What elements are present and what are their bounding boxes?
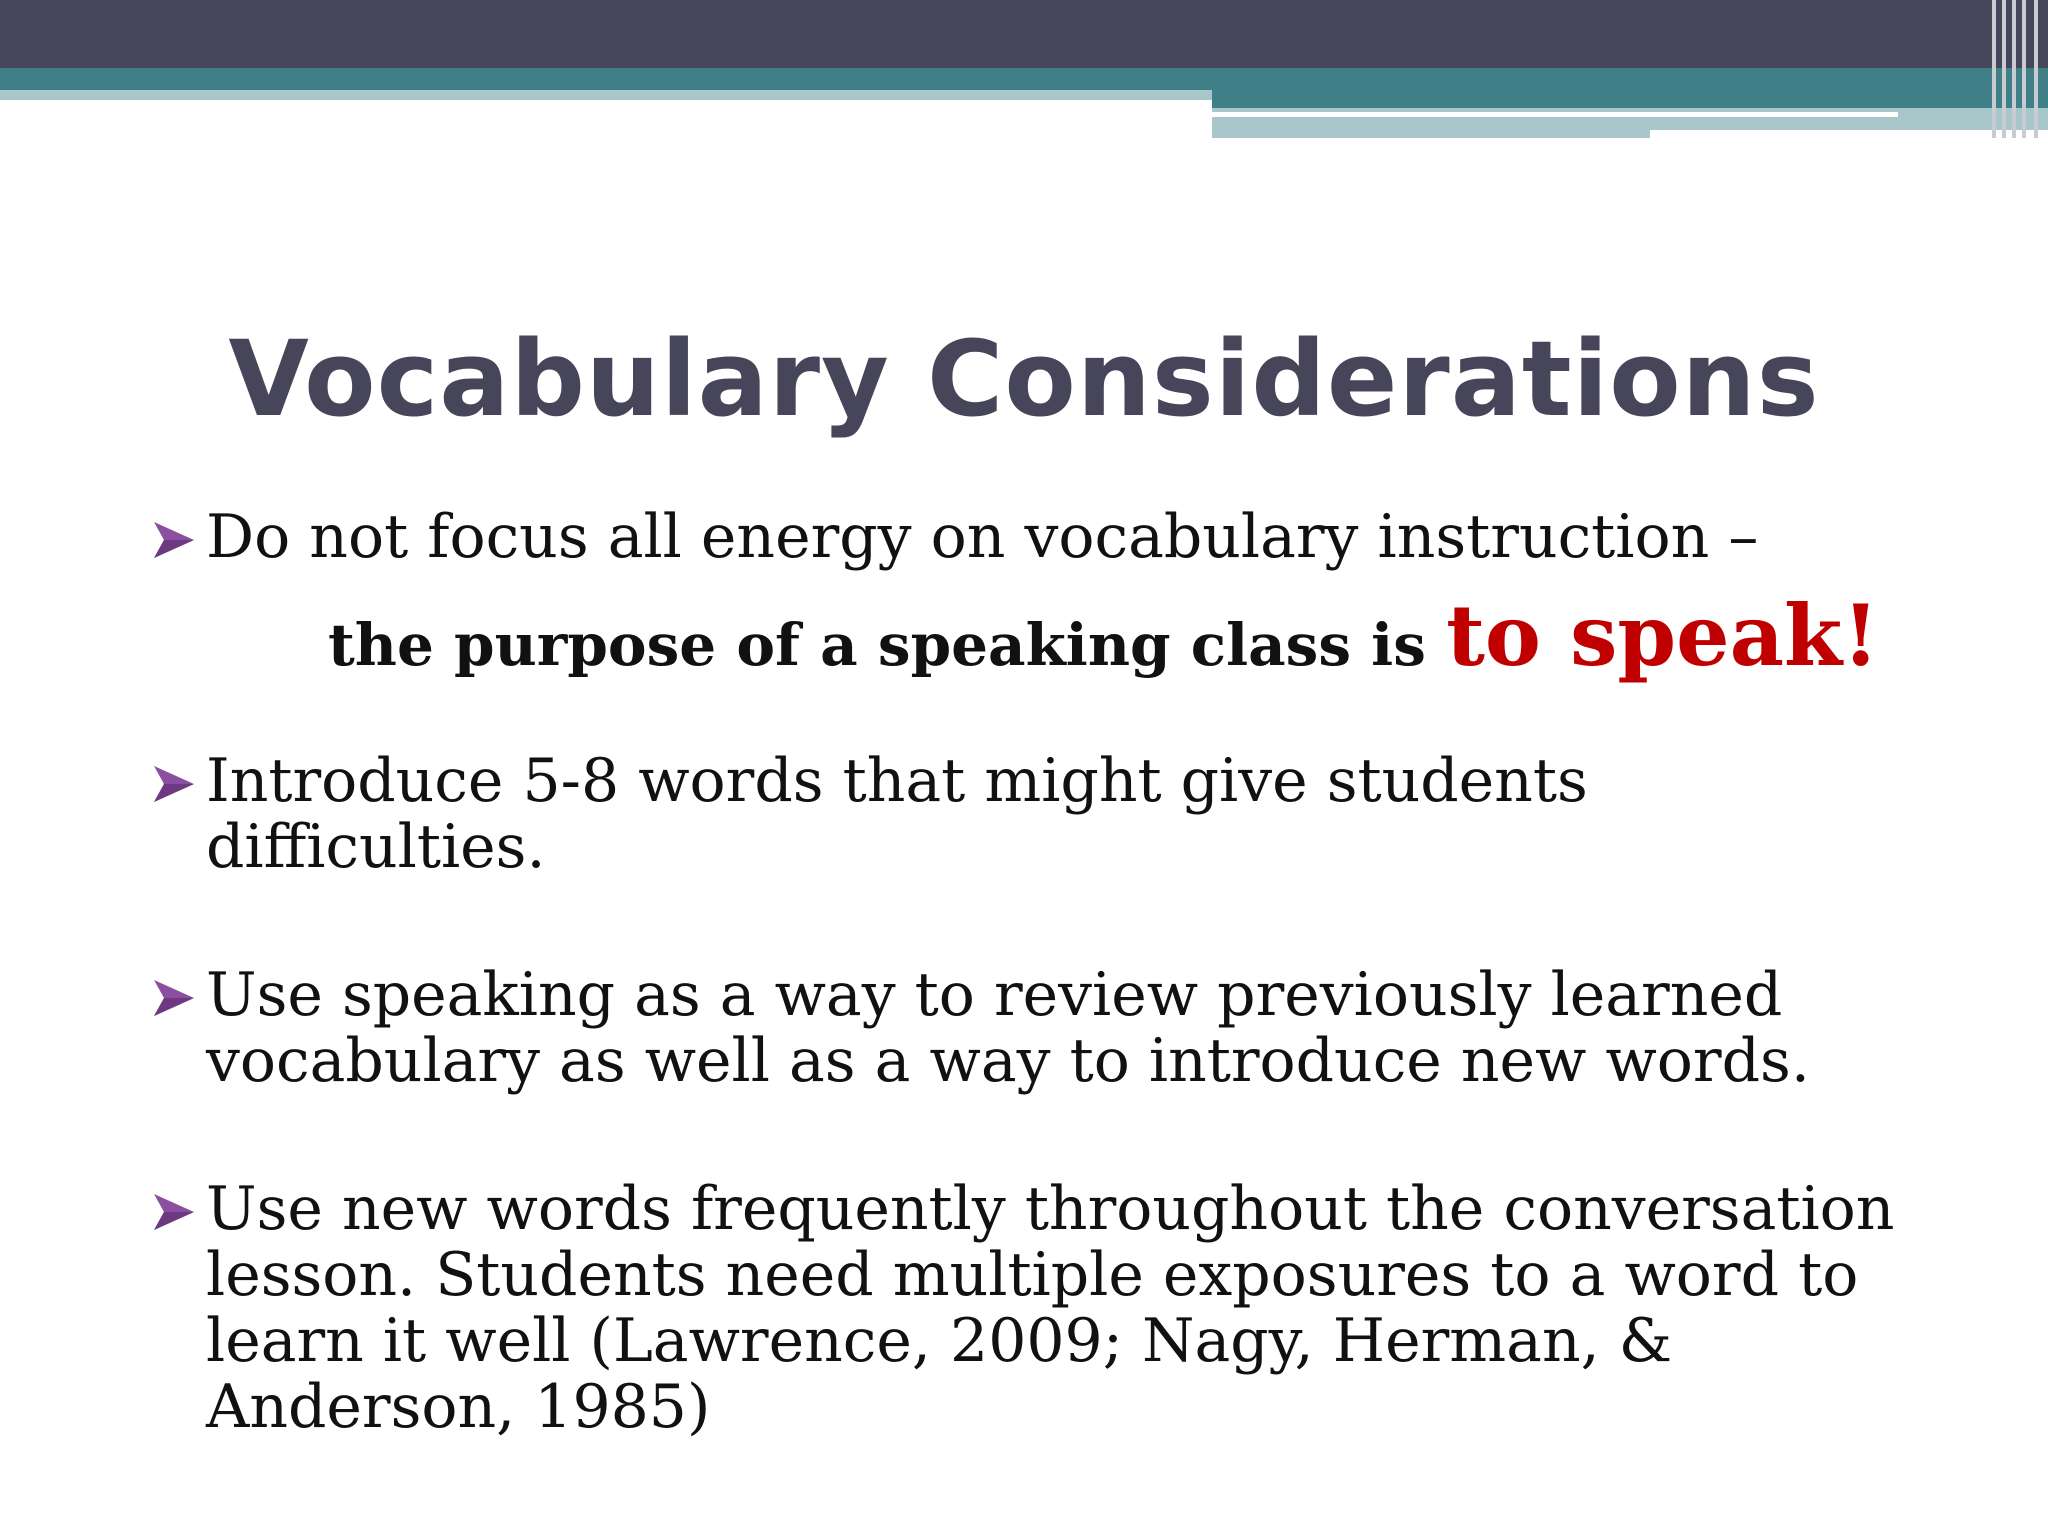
- bullet-text: Use new words frequently throughout the conversation lesson. Students need multiple exposures to a word to learn it well (Lawrence, 2009; Nagy, Herman, & Anderson, 1985): [206, 1174, 1895, 1442]
- bullet-text: Do not focus all energy on vocabulary instruction –: [206, 502, 1759, 572]
- bullet-text: Introduce 5-8 words that might give students difficulties.: [206, 746, 1588, 882]
- header-bar-teal: [0, 68, 2048, 90]
- bullet-item: [150, 962, 2010, 1112]
- bullet-text: Use speaking as a way to review previously learned vocabulary as well as a way to introduce new words.: [206, 960, 1810, 1096]
- emphasis-lead: the purpose of a speaking class is: [328, 611, 1447, 679]
- slide-title: Vocabulary Considerations: [228, 318, 1820, 440]
- arrow-bullet-icon: [150, 976, 198, 1020]
- bullet-item: [150, 748, 2010, 898]
- emphasis-highlight: to speak!: [1446, 586, 1880, 685]
- header-notch: [1650, 130, 2048, 138]
- bullet-item: [150, 504, 2010, 584]
- arrow-bullet-icon: [150, 518, 198, 562]
- header-stripe: [2022, 0, 2026, 138]
- arrow-bullet-icon: [150, 1190, 198, 1234]
- header-stripe: [2034, 0, 2038, 138]
- header-bar-light: [0, 90, 1212, 100]
- header-stripe: [1992, 0, 1996, 138]
- header-stripe: [2002, 0, 2006, 138]
- header-stripe: [2012, 0, 2016, 138]
- bullet-item: [150, 1176, 2010, 1476]
- header-bar-teal-right: [1212, 90, 2048, 108]
- arrow-bullet-icon: [150, 762, 198, 806]
- header-bar-dark: [0, 0, 2048, 68]
- header-line: [1212, 112, 1898, 117]
- emphasis-line: [328, 586, 1879, 685]
